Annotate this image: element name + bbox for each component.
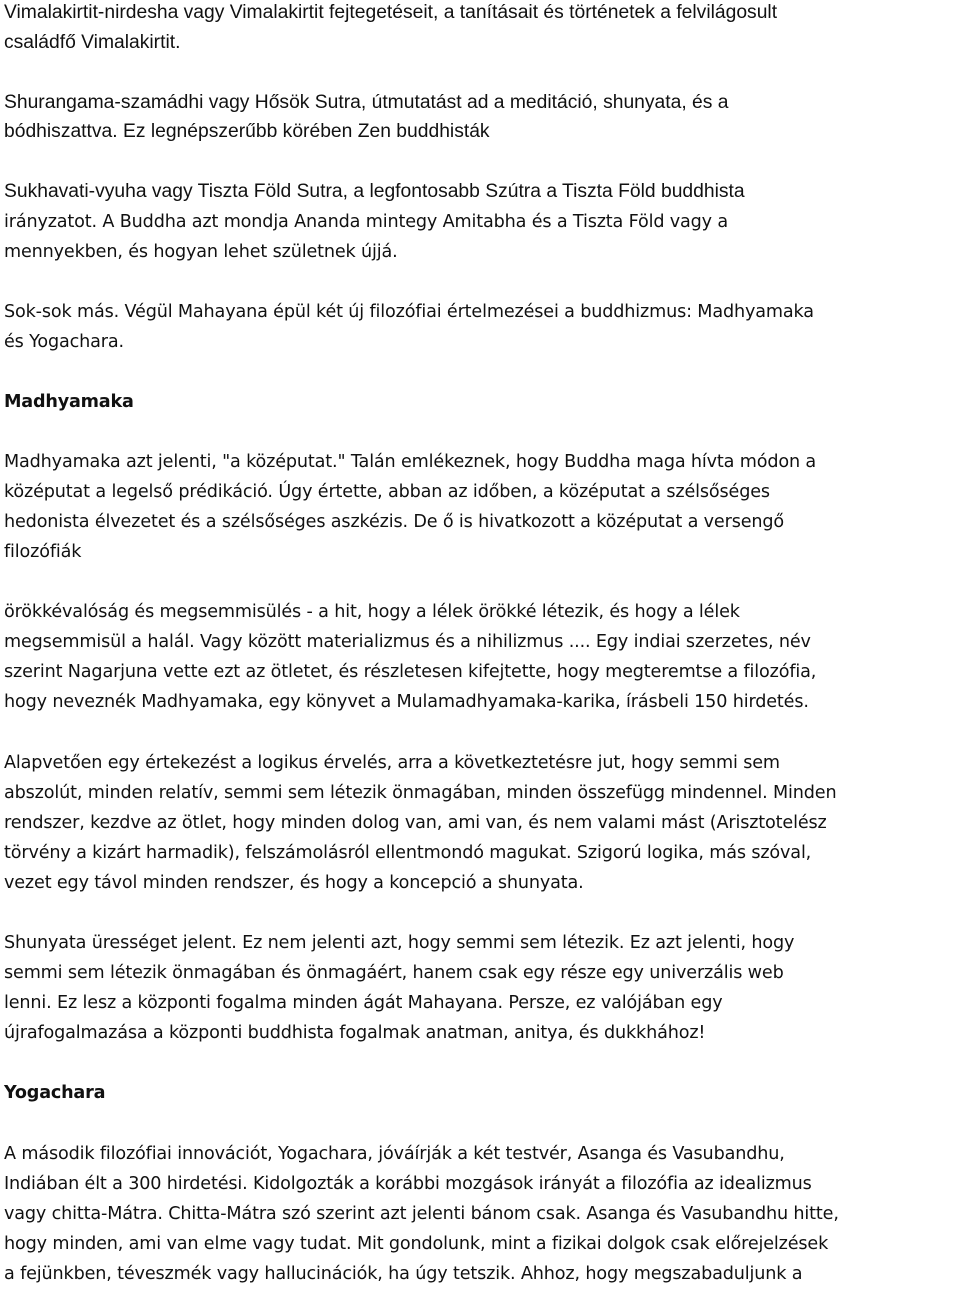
text-line: családfő Vimalakirtit.	[4, 32, 181, 53]
text-line: Shurangama-szamádhi vagy Hősök Sutra, útmutatást ad a meditáció, shunyata, és a	[4, 92, 729, 113]
text-line: Sukhavati-vyuha vagy Tiszta Föld Sutra, a legfontosabb Szútra a Tiszta Föld buddhista	[4, 181, 745, 202]
text-line: irányzatot. A Buddha azt mondja Ananda mintegy Amitabha és a Tiszta Föld vagy a	[4, 212, 729, 232]
text-line: mennyekben, és hogyan lehet születnek újjá.	[4, 242, 398, 262]
text-line: hedonista élvezetet és a szélsőséges aszkézis. De ő is hivatkozott a középutat a versengő	[4, 512, 785, 532]
text-line: szerint Nagarjuna vette ezt az ötletet, és részletesen kifejtette, hogy megteremtse a filozófia,	[4, 662, 817, 682]
text-line: a fejünkben, téveszmék vagy hallucinációk, ha úgy tetszik. Ahhoz, hogy megszabaduljunk a	[4, 1264, 803, 1284]
text-line: A második filozófiai innovációt, Yogachara, jóváírják a két testvér, Asanga és Vasubandhu,	[4, 1144, 785, 1164]
text-line: Shunyata ürességet jelent. Ez nem jelenti azt, hogy semmi sem létezik. Ez azt jelenti, hogy	[4, 933, 795, 953]
text-line: Madhyamaka azt jelenti, "a középutat." Talán emlékeznek, hogy Buddha maga hívta módon a	[4, 452, 817, 472]
text-line: lenni. Ez lesz a központi fogalma minden ágát Mahayana. Persze, ez valójában egy	[4, 993, 723, 1013]
text-line: filozófiák	[4, 542, 82, 562]
text-line: törvény a kizárt harmadik), felszámolásról ellentmondó magukat. Szigorú logika, más szóval,	[4, 843, 812, 863]
text-line: vagy chitta-Mátra. Chitta-Mátra szó szerint azt jelenti bánom csak. Asanga és Vasubandhu hitte,	[4, 1204, 839, 1224]
text-line: bódhiszattva. Ez legnépszerűbb körében Zen buddhisták	[4, 121, 490, 142]
text-line: semmi sem létezik önmagában és önmagáért, hanem csak egy része egy univerzális web	[4, 963, 784, 983]
text-line: hogy neveznék Madhyamaka, egy könyvet a Mulamadhyamaka-karika, írásbeli 150 hirdetés.	[4, 692, 809, 712]
text-line: Sok-sok más. Végül Mahayana épül két új filozófiai értelmezései a buddhizmus: Madhyamaka	[4, 302, 814, 322]
text-line: újrafogalmazása a központi buddhista fogalmak anatman, anitya, és dukkhához!	[4, 1023, 706, 1043]
text-line: Vimalakirtit-nirdesha vagy Vimalakirtit fejtegetéseit, a tanításait és történetek a felvilágosult	[4, 2, 778, 23]
text-line: Alapvetően egy értekezést a logikus érvelés, arra a következtetésre jut, hogy semmi sem	[4, 753, 780, 773]
text-line: és Yogachara.	[4, 332, 124, 352]
text-line: hogy minden, ami van elme vagy tudat. Mit gondolunk, mint a fizikai dolgok csak előrejelzések	[4, 1234, 829, 1254]
text-line: örökkévalóság és megsemmisülés - a hit, hogy a lélek örökké létezik, és hogy a lélek	[4, 602, 740, 622]
section-heading-madhyamaka: Madhyamaka	[4, 392, 134, 412]
text-line: vezet egy távol minden rendszer, és hogy a koncepció a shunyata.	[4, 873, 584, 893]
text-line: Indiában élt a 300 hirdetési. Kidolgozták a korábbi mozgások irányát a filozófia az idealizmus	[4, 1174, 812, 1194]
text-line: abszolút, minden relatív, semmi sem létezik önmagában, minden összefügg mindennel. Minden	[4, 783, 837, 803]
section-heading-yogachara: Yogachara	[4, 1083, 106, 1103]
text-line: megsemmisül a halál. Vagy között materializmus és a nihilizmus .... Egy indiai szerzetes, név	[4, 632, 811, 652]
text-line: középutat a legelső prédikáció. Úgy értette, abban az időben, a középutat a szélsőséges	[4, 482, 770, 502]
text-line: rendszer, kezdve az ötlet, hogy minden dolog van, ami van, és nem valami mást (Arisztotelész	[4, 813, 827, 833]
